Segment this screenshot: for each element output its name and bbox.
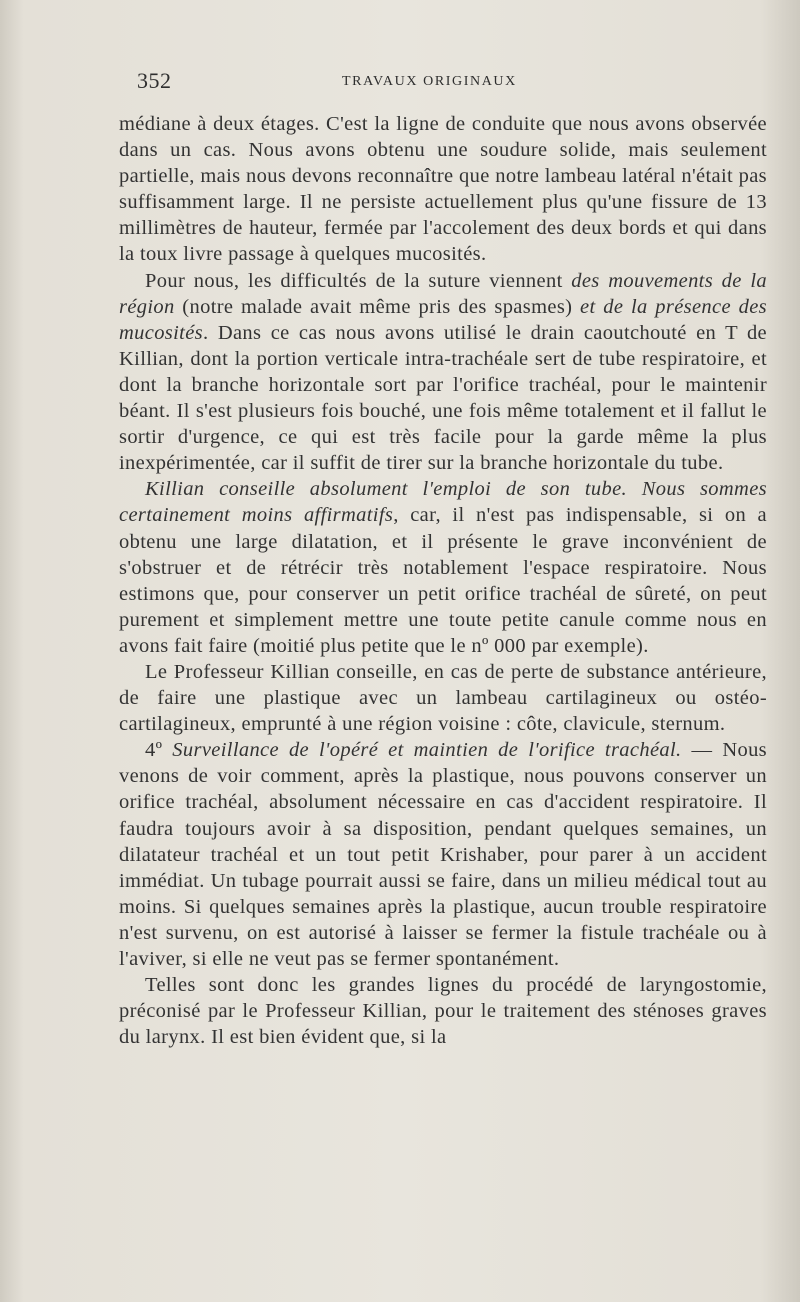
running-title: TRAVAUX ORIGINAUX [342, 74, 517, 89]
paragraph-4 [119, 659, 767, 737]
paragraph-6-text: Telles sont donc les grandes lignes du procédé de laryngostomie, préconisé par le Professeur Killian, pour le traitement des sténoses graves du larynx. Il est bien évident que, si la [119, 974, 767, 1049]
paragraph-5-number: 4º [145, 739, 173, 762]
paragraph-3 [119, 476, 767, 659]
body-text [119, 111, 767, 1050]
paragraph-5-text: — Nous venons de voir comment, après la plastique, nous pouvons conserver un orifice trachéal, absolument nécessaire en cas d'accident respiratoire. Il faudra toujours avoir à sa disposition, pendant quelques semaines, un dilatateur trachéal et un tout petit Krishaber, pour parer à un accident immédiat. Un tubage pourrait aussi se faire, dans un milieu médical tout au moins. Si quelques semaines après la plastique, aucun trouble respiratoire n'est survenu, on est autorisé à laisser se fermer la fistule trachéale ou à l'aviver, si elle ne veut pas se fermer spontanément. [119, 739, 768, 970]
paragraph-2-text-a: Pour nous, les difficultés de la suture viennent [145, 269, 572, 292]
page-header [137, 68, 767, 98]
page-number: 352 [137, 68, 172, 93]
paragraph-1 [119, 111, 767, 268]
paragraph-5-heading: Surveillance de l'opéré et maintien de l'orifice trachéal. [172, 739, 682, 762]
paragraph-2-italic-b: et de la présence des mucosités [119, 295, 767, 344]
paragraph-2 [119, 268, 767, 477]
paragraph-3-italic: Killian conseille absolument l'emploi de son tube. Nous sommes certainement moins affirmatifs [119, 478, 767, 527]
paragraph-5 [119, 737, 767, 972]
paragraph-3-text: , car, il n'est pas indispensable, si on a obtenu une large dilatation, et il présente le grave inconvénient de s'obstruer et de rétrécir très notablement l'espace respiratoire. Nous estimons que, pour conserver un petit orifice trachéal de sûreté, on peut purement et simplement mettre une toute petite canule comme nous en avons fait faire (moitié plus petite que le nº 000 par exemple). [119, 504, 767, 657]
paragraph-2-text-c: . Dans ce cas nous avons utilisé le drain caoutchouté en T de Killian, dont la portion verticale intra-trachéale sert de tube respiratoire, et dont la branche horizontale sort par l'orifice trachéal, pour le maintenir béant. Il s'est plusieurs fois bouché, une fois même totalement et il fallut le sortir d'urgence, ce qui est très facile pour la garde même la plus inexpérimentée, car il suffit de tirer sur la branche horizontale du tube. [119, 321, 767, 475]
paragraph-2-text-b: (notre malade avait même pris des spasmes) [174, 295, 581, 318]
paragraph-2-italic-a: des mouvements de la région [119, 269, 767, 318]
paragraph-1-text: médiane à deux étages. C'est la ligne de conduite que nous avons observée dans un cas. Nous avons obtenu une soudure solide, mais seulement partielle, mais nous devons reconnaître que notre lambeau latéral n'était pas suffisamment large. Il ne persiste actuellement plus qu'une fissure de 13 millimètres de hauteur, fermée par l'accolement des deux bords et qui dans la toux livre passage à quelques mucosités. [119, 113, 767, 266]
paragraph-4-text: Le Professeur Killian conseille, en cas de perte de substance antérieure, de faire une plastique avec un lambeau cartilagineux ou ostéo-cartilagineux, emprunté à une région voisine : côte, clavicule, sternum. [119, 660, 767, 736]
paragraph-6 [119, 972, 767, 1050]
